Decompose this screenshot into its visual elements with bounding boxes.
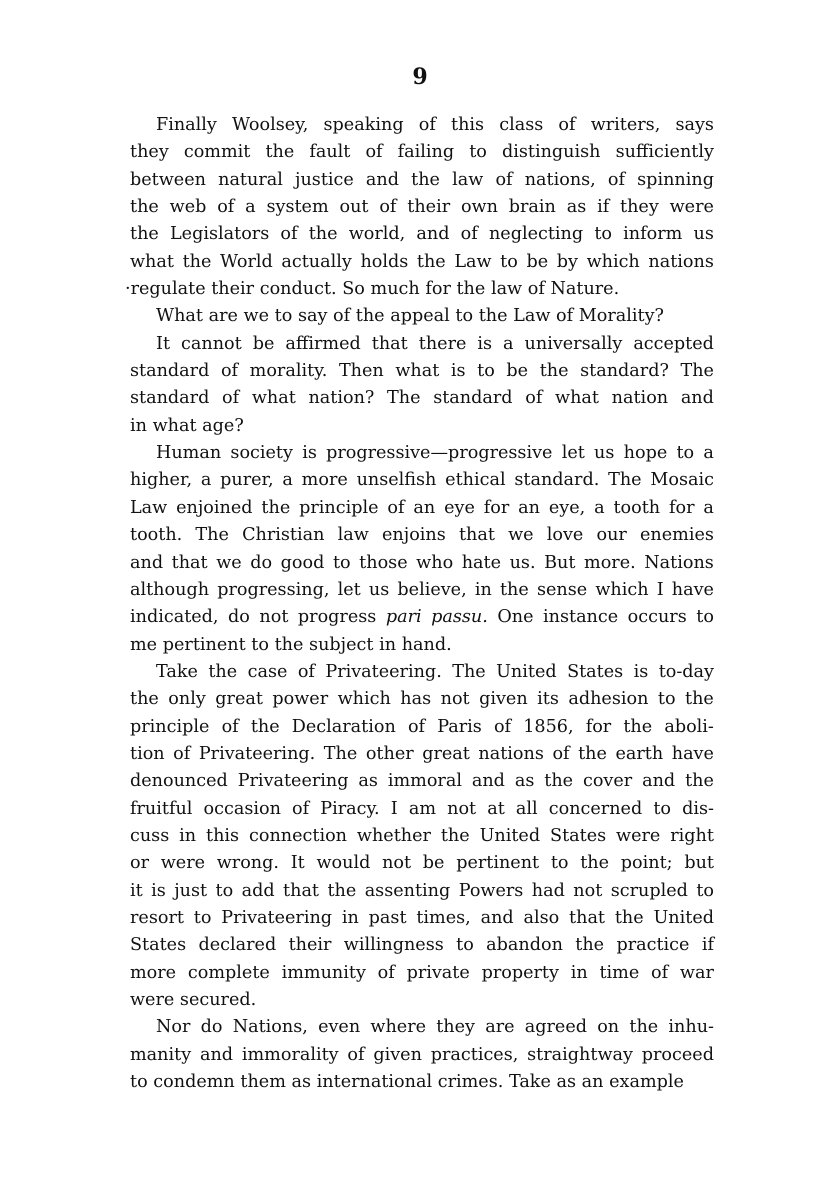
text-line: although progressing, let us believe, in the sense which I have (130, 579, 714, 600)
text-line: resort to Privateering in past times, and also that the United (130, 907, 714, 928)
text-line: manity and immorality of given practices, straightway proceed (130, 1044, 714, 1065)
text-line: to condemn them as international crimes. Take as an example (130, 1072, 684, 1093)
text-line: standard of morality. Then what is to be the standard? The (130, 361, 714, 382)
body-text (125, 112, 714, 1096)
text-line: What are we to say of the appeal to the Law of Morality? (156, 306, 664, 327)
text-line: standard of what nation? The standard of what nation and (130, 388, 714, 409)
text-line: between natural justice and the law of nations, of spinning (130, 169, 714, 190)
text-line: fruitful occasion of Piracy. I am not at all concerned to dis- (130, 798, 714, 819)
text-line: Take the case of Privateering. The United States is to-day (156, 661, 714, 682)
text-line: the only great power which has not given its adhesion to the (130, 689, 714, 710)
text-line: Human society is progressive—progressive let us hope to a (156, 443, 714, 464)
text-line: It cannot be affirmed that there is a universally accepted (156, 333, 714, 354)
paragraph (130, 440, 714, 659)
text-line: more complete immunity of private property in time of war (130, 962, 714, 983)
text-line: tion of Privateering. The other great nations of the earth have (130, 743, 714, 764)
paragraph (125, 112, 714, 303)
text-line: Law enjoined the principle of an eye for an eye, a tooth for a (130, 497, 714, 518)
paragraph (130, 1014, 714, 1096)
text-line: principle of the Declaration of Paris of 1856, for the aboli- (130, 716, 714, 737)
text-line: Finally Woolsey, speaking of this class of writers, says (156, 115, 714, 135)
text-line: cuss in this connection whether the United States were right (130, 825, 714, 846)
text-line: indicated, do not progress pari passu. One instance occurs to (130, 607, 714, 628)
paragraph (130, 659, 714, 1014)
text-line: me pertinent to the subject in hand. (130, 634, 452, 655)
text-line: and that we do good to those who hate us. But more. Nations (130, 552, 714, 573)
text-line: they commit the fault of failing to distinguish sufficiently (130, 142, 714, 163)
text-line: denounced Privateering as immoral and as the cover and the (130, 771, 714, 792)
paragraph (130, 303, 714, 330)
paragraph (130, 331, 714, 440)
text-line: tooth. The Christian law enjoins that we love our enemies (130, 525, 714, 546)
page-number: 9 (412, 64, 428, 90)
text-line: ·regulate their conduct. So much for the law of Nature. (125, 279, 620, 300)
text-line: States declared their willingness to abandon the practice if (130, 935, 714, 956)
text-line: or were wrong. It would not be pertinent to the point; but (130, 853, 714, 874)
text-line: higher, a purer, a more unselfish ethical standard. The Mosaic (130, 470, 714, 491)
text-line: were secured. (130, 990, 257, 1010)
text-line: what the World actually holds the Law to be by which nations (130, 251, 714, 272)
text-line: Nor do Nations, even where they are agreed on the inhu- (156, 1017, 714, 1038)
text-line: it is just to add that the assenting Powers had not scrupled to (130, 880, 714, 901)
text-line: the web of a system out of their own brain as if they were (130, 197, 714, 218)
text-line: in what age? (130, 415, 244, 436)
text-line: the Legislators of the world, and of neglecting to inform us (130, 224, 714, 245)
